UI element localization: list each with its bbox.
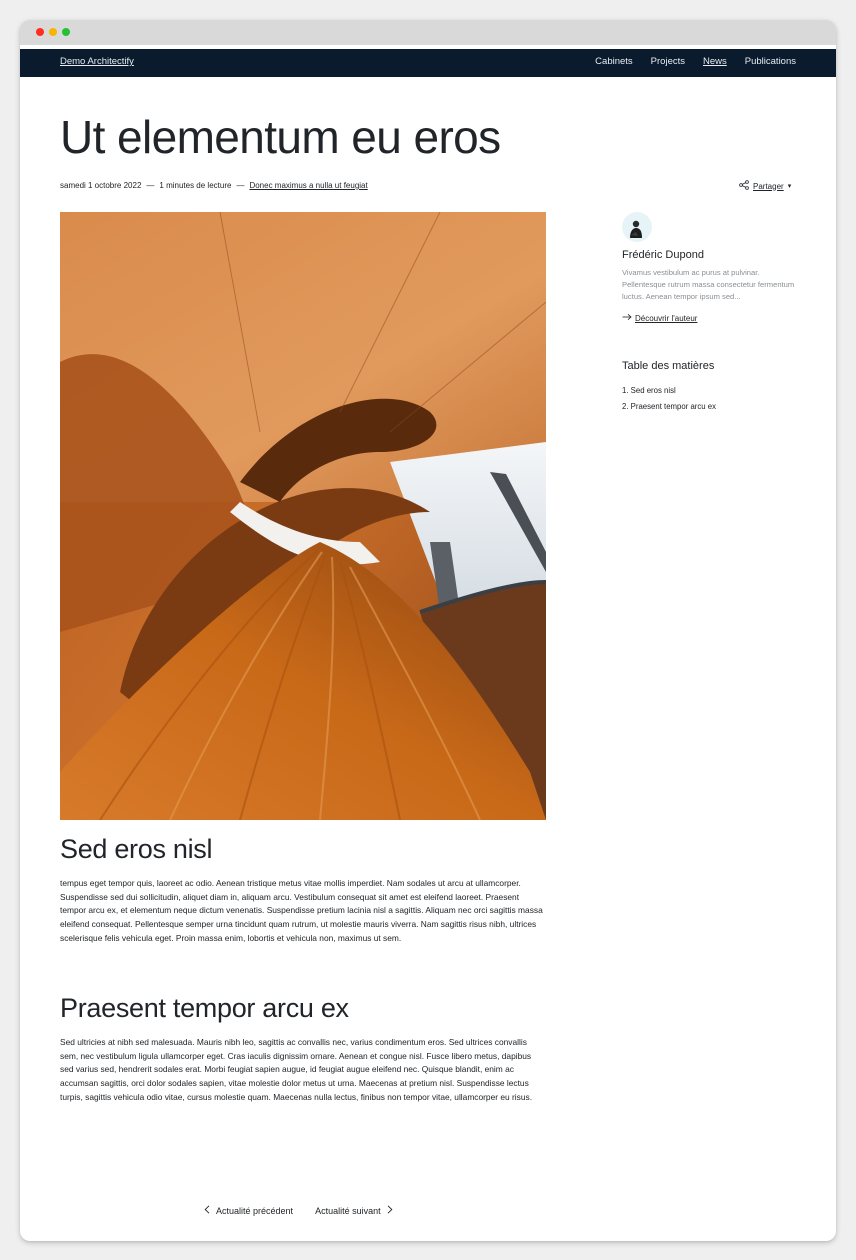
author-link[interactable] [622,313,697,323]
share-dropdown[interactable] [739,180,791,192]
nav-link-publications[interactable]: Publications [744,56,796,67]
brand-link[interactable]: Demo Architectify [60,56,134,67]
nav-links [577,56,796,67]
arrow-right-icon [622,313,632,323]
article-pager [204,1205,393,1216]
article-category-link[interactable]: Donec maximus a nulla ut feugiat [249,181,368,190]
next-article-link[interactable] [315,1205,393,1216]
article-meta [60,181,368,190]
minimize-window-button[interactable] [49,28,57,36]
toc-list [622,383,716,415]
author-link-label: Découvrir l'auteur [635,313,698,323]
section-paragraph: Sed ultricies at nibh sed malesuada. Mauris nibh leo, sagittis ac convallis nec, varius condimentum eros. Sed ultrices convallis sem, nec vestibulum ligula ullamcorper eget. Cras iaculis dignissim ornare. Aenean et congue nisl. Fusce libero metus, dapibus sed varius sed, hendrerit sodales erat. Morbi feugiat sapien augue, id feugiat augue eleifend nec. Quisque blandit, enim ac accumsan sagittis, orci dolor sodales sapien, vitae molestie dolor metus ut urna. Maecenas at pretium nisl. Suspendisse lectus turpis, sagittis vehicula odio vitae, cursus molestie quam. Maecenas nulla lectus, finibus non tempor vitae, ullamcorper eu risus. [60,1037,533,1102]
maximize-window-button[interactable] [62,28,70,36]
toc-title: Table des matières [622,360,715,372]
next-article-label: Actualité suivant [315,1205,381,1216]
article-date: samedi 1 octobre 2022 [60,181,142,190]
previous-article-label: Actualité précédent [216,1205,294,1216]
section-heading: Praesent tempor arcu ex [60,993,349,1023]
nav-link-news[interactable]: News [703,56,727,67]
article-hero-image [60,212,546,820]
caret-down-icon: ▾ [787,183,792,190]
toc-item[interactable]: 1. Sed eros nisl [622,386,676,395]
chevron-left-icon [204,1205,210,1216]
close-window-button[interactable] [36,28,44,36]
author-name: Frédéric Dupond [622,249,704,261]
previous-article-link[interactable] [204,1205,293,1216]
meta-separator: — [146,181,155,190]
reading-time: 1 minutes de lecture [159,181,232,190]
nav-link-projects[interactable]: Projects [650,56,685,67]
author-avatar[interactable] [622,212,652,242]
chevron-right-icon [387,1205,393,1216]
author-bio: Vivamus vestibulum ac purus at pulvinar. Pellentesque rutrum massa consectetur fermentum luctus. Aenean tempor ipsum sed... [622,268,795,301]
share-label: Partager [753,181,784,191]
share-icon [739,180,749,192]
section-paragraph: tempus eget tempor quis, laoreet ac odio. Aenean tristique metus vitae mollis imperdiet. Nam sodales ut arcu at ullamcorper. Suspendisse sed dui sollicitudin, aliquet diam in, aliquam arcu. Vestibulum consequat sit amet est eleifend laoreet. Praesent tempor arcu ex, et elementum neque dictum venenatis. Suspendisse pretium lacinia nisl a sagittis. Aliquam nec orci sagittis massa eleifend consequat. Pellentesque semper urna tincidunt quam rutrum, ut molestie mauris viverra. Nam sagittis risus nibh, ultrices scelerisque felis vehicula eget. Proin massa enim, lobortis et vehicula non, maximus ut sem. [60,878,543,943]
article-title: Ut elementum eu eros [60,111,501,163]
section-heading: Sed eros nisl [60,834,213,864]
toc-item[interactable]: 2. Praesent tempor arcu ex [622,402,717,411]
top-navbar [20,49,836,77]
browser-window [20,20,836,1241]
meta-separator: — [236,181,245,190]
nav-link-cabinets[interactable]: Cabinets [595,56,633,67]
window-titlebar [20,20,836,45]
